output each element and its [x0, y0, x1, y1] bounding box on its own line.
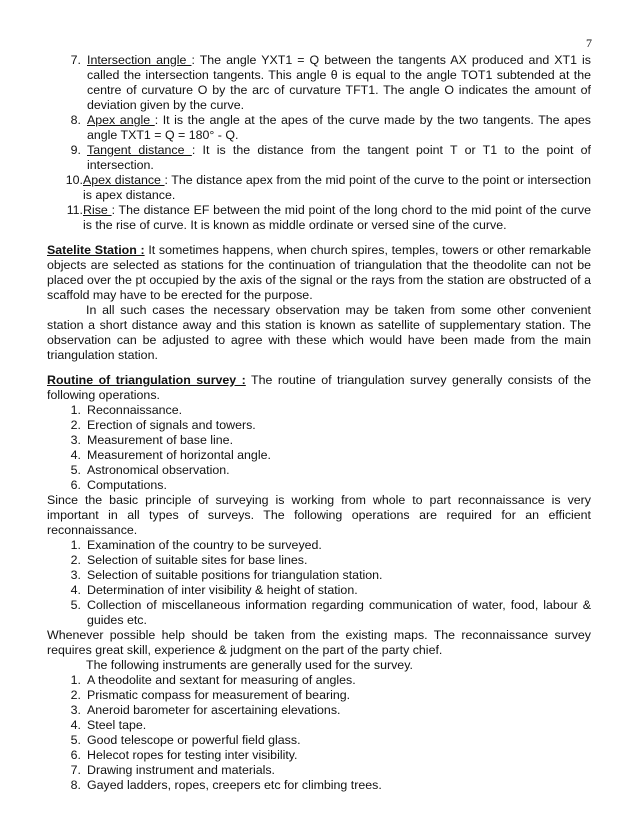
- item-number: 2.: [70, 688, 81, 702]
- reconnaissance-list: [47, 538, 591, 628]
- list-item: [47, 53, 591, 113]
- since-paragraph: Since the basic principle of surveying is working from whole to part reconnaissance is very important in all types of surveys. The following operations are required for an efficient reconnaissance.: [47, 493, 591, 537]
- item-number: 3.: [70, 703, 81, 717]
- list-item: 6. Helecot ropes for testing inter visibility.: [47, 748, 591, 763]
- item-number: 9.: [70, 143, 81, 157]
- list-item: 3. Selection of suitable positions for triangulation station.: [47, 568, 591, 583]
- item-number: 4.: [70, 718, 81, 732]
- section-heading: Satelite Station :: [47, 243, 145, 257]
- item-number: 8.: [70, 113, 81, 127]
- item-number: 1.: [70, 538, 81, 552]
- list-item: 2. Erection of signals and towers.: [47, 418, 591, 433]
- definition-text: : It is the angle at the apes of the curve made by the two tangents. The apes angle TXT1 = Q = 180° - Q.: [87, 113, 591, 142]
- page-number: 7: [586, 36, 592, 50]
- item-number: 6.: [70, 748, 81, 762]
- list-item: 1. A theodolite and sextant for measuring of angles.: [47, 673, 591, 688]
- item-number: 7.: [70, 763, 81, 777]
- definition-text: : It is the distance from the tangent point T or T1 to the point of intersection.: [87, 143, 591, 172]
- term: Apex distance: [83, 173, 165, 187]
- item-number: 1.: [70, 403, 81, 417]
- list-item: 4. Determination of inter visibility & height of station.: [47, 583, 591, 598]
- list-item: 4. Measurement of horizontal angle.: [47, 448, 591, 463]
- term: Rise: [83, 203, 112, 217]
- list-item: 1. Examination of the country to be surveyed.: [47, 538, 591, 553]
- list-item: 4. Steel tape.: [47, 718, 591, 733]
- list-item: 5. Astronomical observation.: [47, 463, 591, 478]
- item-number: 5.: [70, 733, 81, 747]
- instruments-list: [47, 673, 591, 793]
- list-item: 1. Reconnaissance.: [47, 403, 591, 418]
- list-item: 2. Prismatic compass for measurement of bearing.: [47, 688, 591, 703]
- list-item: [47, 143, 591, 173]
- instruments-intro: The following instruments are generally used for the survey.: [86, 658, 413, 672]
- item-number: 4.: [70, 583, 81, 597]
- list-item: 5. Collection of miscellaneous information regarding communication of water, food, labour & guides etc.: [47, 598, 591, 628]
- definition-text: : The distance apex from the mid point of the curve to the point or intersection is apex distance.: [83, 173, 591, 202]
- item-number: 4.: [70, 448, 81, 462]
- list-item: 3. Aneroid barometer for ascertaining elevations.: [47, 703, 591, 718]
- list-item: [47, 113, 591, 143]
- list-item: 2. Selection of suitable sites for base lines.: [47, 553, 591, 568]
- routine-paragraph: Routine of triangulation survey : The routine of triangulation survey generally consists of the following operations.: [47, 373, 591, 402]
- list-item: 8. Gayed ladders, ropes, creepers etc for climbing trees.: [47, 778, 591, 793]
- item-number: 10.: [65, 173, 83, 187]
- item-number: 2.: [70, 418, 81, 432]
- list-item: 3. Measurement of base line.: [47, 433, 591, 448]
- list-item: 5. Good telescope or powerful field glass.: [47, 733, 591, 748]
- satelite-paragraph: Satelite Station : It sometimes happens, when church spires, temples, towers or other remarkable objects are selected as stations for the continuation of triangulation that the theodolite can not be placed over the pt occupied by the axis of the signal or the rays from the station are obstructed of a scaffold may have to be erected for the purpose.: [47, 243, 591, 302]
- satelite-paragraph-2: In all such cases the necessary observation may be taken from some other convenient station a short distance away and this station is known as satellite of supplementary station. The observation can be adjusted to agree with these which would have been made from the main triangulation station.: [47, 303, 591, 362]
- whenever-paragraph: Whenever possible help should be taken from the existing maps. The reconnaissance survey requires great skill, experience & judgment on the part of the party chief.: [47, 628, 591, 657]
- item-number: 7.: [70, 53, 81, 67]
- item-number: 5.: [70, 463, 81, 477]
- term: Apex angle: [87, 113, 155, 127]
- item-number: 3.: [70, 568, 81, 582]
- term: Intersection angle: [87, 53, 192, 67]
- section-heading: Routine of triangulation survey :: [47, 373, 246, 387]
- definition-text: : The distance EF between the mid point of the long chord to the mid point of the curve is the rise of curve. It is known as middle ordinate or versed sine of the curve.: [83, 203, 592, 232]
- definitions-list: [47, 53, 591, 233]
- definition-text: : The angle YXT1 = Q between the tangents AX produced and XT1 is called the intersection tangents. This angle θ is equal to the angle TOT1 subtended at the centre of curvature O by the arc of curvature TFT1. The angle O indicates the amount of deviation given by the curve.: [87, 53, 591, 112]
- list-item: [47, 203, 591, 233]
- page-content: [47, 53, 591, 793]
- list-item: 6. Computations.: [47, 478, 591, 493]
- item-number: 2.: [70, 553, 81, 567]
- list-item: [47, 173, 591, 203]
- item-number: 5.: [70, 598, 81, 612]
- item-number: 11.: [66, 203, 83, 217]
- list-item: 7. Drawing instrument and materials.: [47, 763, 591, 778]
- item-number: 3.: [70, 433, 81, 447]
- operations-list: [47, 403, 591, 493]
- item-number: 1.: [70, 673, 81, 687]
- item-number: 6.: [70, 478, 81, 492]
- item-number: 8.: [70, 778, 81, 792]
- term: Tangent distance: [87, 143, 192, 157]
